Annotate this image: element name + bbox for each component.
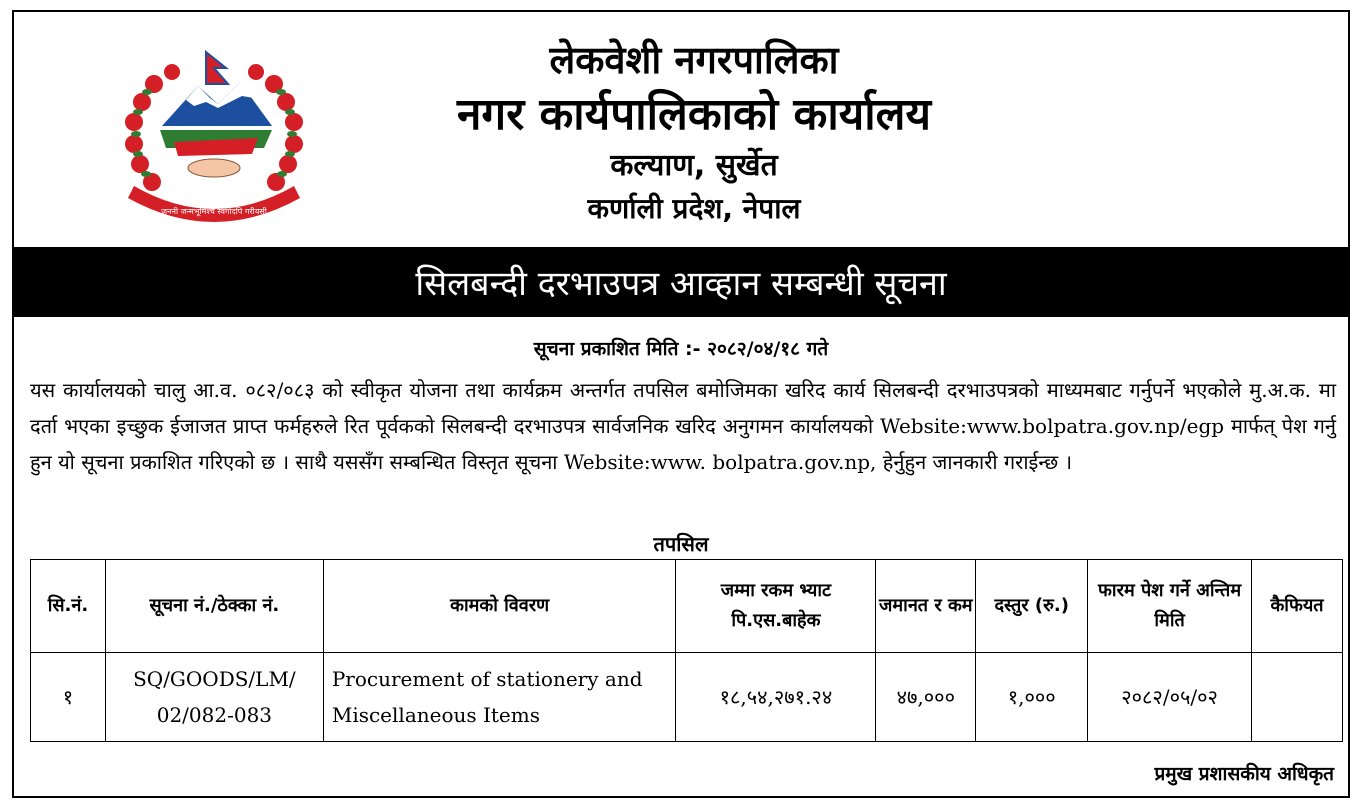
notice-body: यस कार्यालयको चालु आ.व. ०८२/०८३ को स्वीकृत योजना तथा कार्यक्रम अन्तर्गत तपसिल बमोजिमका खरिद कार्य सिलबन्दी दरभाउपत्रको माध्यमबाट गर्नुपर्ने भएकोले मु.अ.क. मा दर्ता भएका इच्छुक ईजाजत प्राप्त फर्महरुले रित पूर्वकको सिलबन्दी दरभाउपत्र सार्वजनिक खरिद अनुगमन कार्यालयको Website:www.bolpatra.gov.np/egp मार्फत् पेश गर्नु हुन यो सूचना प्रकाशित गरिएको छ । साथै यससँग सम्बन्धित विस्तृत सूचना Website:www. bolpatra.gov.np, हेर्नुहुन जानकारी गराईन्छ ।: [30, 378, 1336, 474]
header: [14, 12, 1348, 245]
emblem-motto: जननी जन्मभूमिश्च स्वर्गादपि गरीयसी: [161, 207, 267, 216]
signature-title: प्रमुख प्रशासकीय अधिकृत: [1154, 763, 1334, 785]
cell-remarks: [1252, 653, 1343, 742]
table-row: [31, 653, 1343, 742]
cell-notice-no: SQ/GOODS/LM/ 02/082-083: [105, 653, 323, 742]
col-header-description: कामको विवरण: [323, 560, 676, 653]
col-header-remarks: कैफियत: [1252, 560, 1343, 653]
cell-security: ४७,०००: [876, 653, 976, 742]
published-date: सूचना प्रकाशित मिति :- २०८२/०४/१८ गते: [533, 338, 829, 360]
cell-sn: १: [31, 653, 106, 742]
col-header-sn: सि.नं.: [31, 560, 106, 653]
notice-title-banner: [14, 247, 1348, 317]
province-country: कर्णाली प्रदेश, नेपाल: [587, 192, 801, 225]
col-header-amount: जम्मा रकम भ्याट पि.एस.बाहेक: [676, 560, 876, 653]
cell-deadline: २०८२/०५/०२: [1088, 653, 1252, 742]
schedule-heading: तपसिल: [653, 532, 709, 556]
nepal-emblem-logo: [114, 46, 319, 226]
cell-amount: १८,५४,२७१.२४: [676, 653, 876, 742]
cell-fee: १,०००: [976, 653, 1088, 742]
col-header-notice-no: सूचना नं./ठेक्का नं.: [105, 560, 323, 653]
col-header-deadline: फारम पेश गर्ने अन्तिम मिति: [1088, 560, 1252, 653]
col-header-security: जमानत र कम: [876, 560, 976, 653]
municipality-name: लेकवेशी नगरपालिका: [549, 38, 839, 82]
office-location: कल्याण, सुर्खेत: [610, 148, 778, 183]
notice-page: [12, 10, 1350, 798]
notice-title: सिलबन्दी दरभाउपत्र आव्हान सम्बन्धी सूचना: [415, 264, 947, 304]
table-header-row: [31, 560, 1343, 653]
organization-heading: [354, 34, 1034, 230]
col-header-fee: दस्तुर (रु.): [976, 560, 1088, 653]
office-name: नगर कार्यपालिकाको कार्यालय: [457, 89, 931, 140]
tender-table: [30, 559, 1343, 742]
cell-description: Procurement of stationery and Miscellaneous Items: [323, 653, 676, 742]
